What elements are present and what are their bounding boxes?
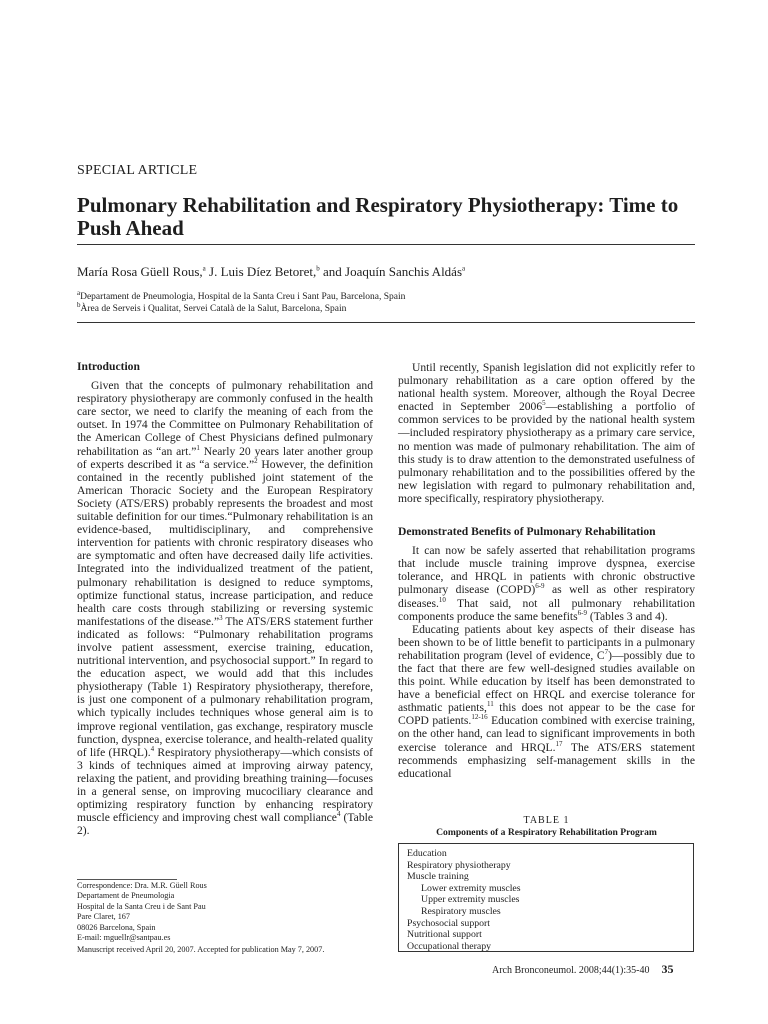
affiliation-a (77, 288, 406, 303)
section-label: SPECIAL ARTICLE (77, 163, 198, 178)
table-caption (398, 815, 695, 839)
author-2: J. Luis Díez Betoret, (205, 264, 317, 279)
correspondence-line: Hospital de la Santa Creu i de Sant Pau (77, 901, 206, 911)
right-column (398, 361, 695, 780)
affiliation-b-text: Àrea de Serveis i Qualitat, Servei Català de la Salut, Barcelona, Spain (80, 304, 347, 314)
affiliations (77, 288, 406, 315)
education-paragraph: Educating patients about key aspects of their disease has been shown to be of little benefit to participants in a pulmonary rehabilitation program (level of evidence, $C^7)—possibly$ due to the fact that there are few well-designed studies available on this point. While education by itself has been demonstrated to have a beneficial effect on HRQL and exercise tolerance for asthmatic patients,$^{11}$ this does not appear to be the case for COPD patients.$^{12-16}$ Education combined with exercise training, on the other hand, can lead to significant improvements in both exercise tolerance and HRQL.$^{17}$ The ATS/ERS statement recommends emphasizing self-management skills in the educational (398, 622, 695, 780)
table-row: Muscle training (407, 871, 469, 883)
author-3: and Joaquín Sanchis Aldás (319, 264, 463, 279)
intro-paragraph: Given that the concepts of pulmonary rehabilitation and respiratory physiotherapy are commonly confused in the health care sector, we need to clarify the meaning of each from the outset. In 1974 the Committee on Pulmonary Rehabilitation of the American College of Chest Physicians defined pulmonary rehabilitation as “an art.”$^1$ Nearly 20 years later another group of experts described it as “a service.”$^2$ However, the definition contained in the recently published joint statement of the American Thoracic Society and the European Respiratory Society (ATS/ERS) probably represents the broadest and most suitable definition for our times.“Pulmonary rehabilitation is an evidence-based, multidisciplinary, and comprehensive intervention for patients with chronic respiratory diseases who are symptomatic and often have decreased daily life activities. Integrated into the individualized treatment of the patient, pulmonary rehabilitation is designed to reduce symptoms, optimize functional status, increase participation, and reduce health care costs through stabilizing or reversing systemic manifestations of the disease.”$^3$ The ATS/ERS statement further indicated as follows: “Pulmonary rehabilitation programs involve patient assessment, exercise training, education, nutritional intervention, and psychosocial support.” In regard to the education aspect, we would add that this includes physiotherapy (Table 1) Respiratory physiotherapy, therefore, is just one component of a pulmonary rehabilitation program, which typically includes techniques whose general aim is to improve regional ventilation, gas exchange, respiratory muscle function, dyspnea, exercise tolerance, and health-related quality of life (HRQL).$^4$ Respiratory physiotherapy—which consists of 3 kinds of techniques aimed at improving airway patency, relaxing the patient, and providing breathing training—focuses in a general sense, on improving mucociliary clearance and optimizing respiratory function by enhancing respiratory muscle efficiency and improving chest wall compliance$^4$ (Table 2). (77, 379, 374, 838)
benefits-heading: Demonstrated Benefits of Pulmonary Rehabilitation (398, 525, 656, 539)
correspondence-line: Departament de Pneumologia (77, 891, 175, 901)
left-column (77, 360, 373, 837)
legislation-paragraph: Until recently, Spanish legislation did not explicitly refer to pulmonary rehabilitation as a care option offered by the national health system. Moreover, although the Royal Decree enacted in September 2006$^5$—establishing a portfolio of common services to be provided by the national health system—included respiratory physiotherapy as a primary care service, no mention was made of pulmonary rehabilitation. The aim of this study is to draw attention to the demonstrated usefulness of pulmonary rehabilitation and to the possibilities offered by the new legislation with regard to pulmonary rehabilitation and, more specifically, respiratory physiotherapy. (398, 361, 695, 505)
journal-citation: Arch Bronconeumol. 2008;44(1):35-40 (492, 965, 650, 976)
affiliation-b (77, 300, 405, 315)
correspondence-line: Pare Claret, 167 (77, 912, 130, 922)
correspondence-email[interactable]: E-mail: mguellr@santpau.es (77, 933, 171, 943)
table-row: Respiratory physiotherapy (407, 859, 511, 871)
benefits-paragraph: It can now be safely asserted that rehabilitation programs that include muscle training improve dyspnea, exercise tolerance, and HRQL in patients with chronic obstructive pulmonary disease (COPD)$^{6-9}$ as well as other respiratory diseases.$^{10}$ That said, not all pulmonary rehabilitation components produce the same benefits$^{6-9}$ (Tables 3 and 4). (398, 544, 696, 623)
table-row: Occupational therapy (407, 940, 492, 952)
page-footer (492, 962, 673, 977)
table-row: Respiratory muscles (421, 905, 501, 917)
page-number: 35 (661, 962, 674, 976)
table-row: Psychosocial support (407, 917, 490, 929)
author-1-sup: a (202, 264, 206, 273)
intro-heading: Introduction (77, 360, 140, 373)
affiliation-a-sup: a (77, 288, 81, 297)
manuscript-dates: Manuscript received April 20, 2007. Accepted for publication May 7, 2007. (77, 945, 325, 954)
correspondence-line: Correspondence: Dra. M.R. Güell Rous (77, 881, 207, 890)
correspondence-line: 08026 Barcelona, Spain (77, 922, 156, 932)
table-row: Upper extremity muscles (421, 894, 520, 906)
title-rule (77, 244, 695, 245)
table-row: Education (407, 848, 447, 859)
author-2-sup: b (316, 264, 320, 273)
authors-line (77, 264, 465, 280)
footnote-rule (77, 879, 177, 880)
article-title: Pulmonary Rehabilitation and Respiratory Physiotherapy: Time to Push Ahead (77, 193, 679, 240)
affiliation-a-text: Departament de Pneumologia, Hospital de la Santa Creu i Sant Pau, Barcelona, Spain (80, 292, 406, 302)
table-title: Components of a Respiratory Rehabilitation Program (436, 827, 657, 838)
table-row: Lower extremity muscles (421, 882, 521, 894)
table-1 (398, 843, 694, 952)
table-number: TABLE 1 (523, 815, 570, 826)
author-3-sup: a (462, 264, 466, 273)
correspondence-block (77, 881, 207, 943)
author-1: María Rosa Güell Rous, (77, 264, 203, 279)
header-rule (77, 322, 695, 323)
affiliation-b-sup: b (77, 300, 81, 309)
table-row: Nutritional support (407, 929, 482, 941)
